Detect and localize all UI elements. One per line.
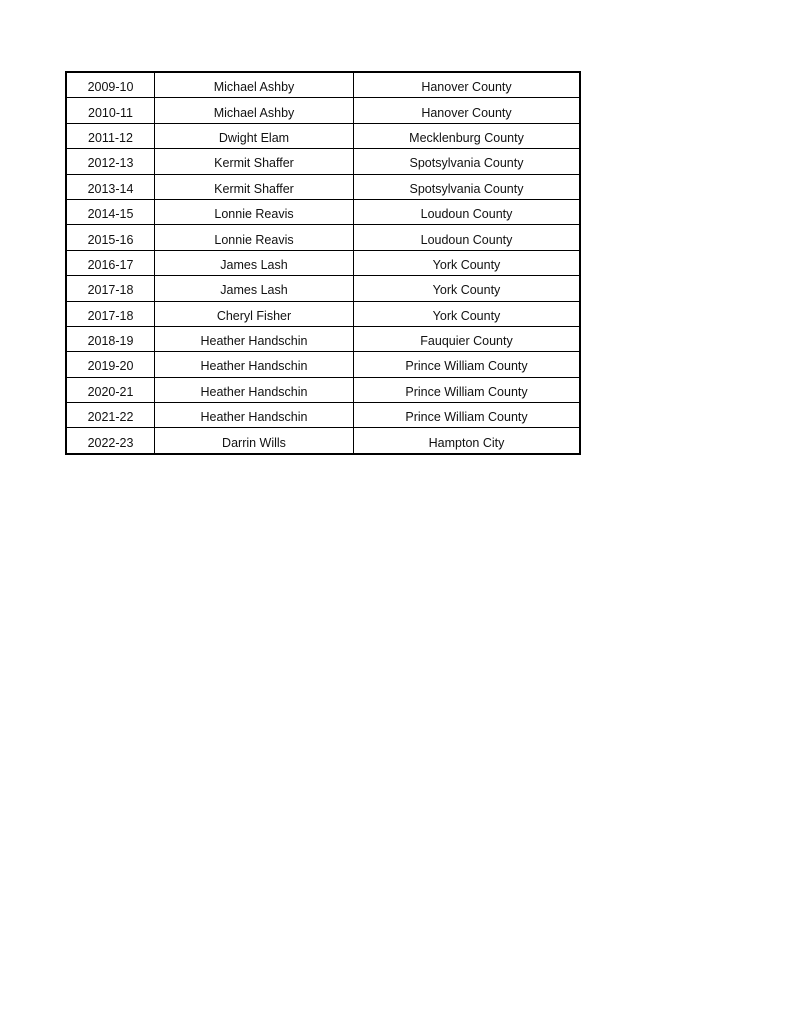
table-row [66,98,580,123]
division-cell [354,403,581,428]
table-row [66,199,580,224]
name-text: Lonnie Reavis [214,207,294,222]
records-table-body [66,72,580,454]
name-cell [155,149,354,174]
division-cell [354,174,581,199]
year-text: 2017-18 [87,283,134,298]
table-row [66,72,580,98]
name-text: Lonnie Reavis [214,232,294,247]
year-cell [66,174,155,199]
year-text: 2019-20 [87,359,134,374]
name-text: James Lash [220,283,288,298]
name-cell [155,276,354,301]
name-cell [155,225,354,250]
year-cell [66,377,155,402]
table-row [66,225,580,250]
division-text: Spotsylvania County [409,181,524,196]
year-text: 2018-19 [87,334,134,349]
year-text: 2011-12 [88,130,133,145]
name-text: Darrin Wills [222,435,286,450]
year-text: 2015-16 [87,232,134,247]
name-text: Michael Ashby [213,105,295,120]
name-text: Heather Handschin [200,334,308,349]
division-text: York County [432,283,501,298]
table-row [66,250,580,275]
year-cell [66,72,155,98]
division-cell [354,301,581,326]
name-text: Cheryl Fisher [216,308,292,323]
name-cell [155,98,354,123]
year-cell [66,98,155,123]
table-row [66,149,580,174]
name-cell [155,403,354,428]
year-cell [66,301,155,326]
year-text: 2021-22 [87,410,134,425]
division-cell [354,428,581,454]
table-row [66,301,580,326]
table-row [66,123,580,148]
division-text: Spotsylvania County [409,156,524,171]
division-text: Prince William County [405,359,528,374]
name-cell [155,174,354,199]
name-text: Kermit Shaffer [214,181,294,196]
division-text: Fauquier County [420,334,513,349]
division-text: Hanover County [421,80,512,95]
year-text: 2014-15 [87,207,134,222]
division-text: Hanover County [421,105,512,120]
year-cell [66,326,155,351]
division-cell [354,123,581,148]
year-cell [66,276,155,301]
year-text: 2013-14 [87,181,134,196]
division-text: York County [432,257,501,272]
division-cell [354,149,581,174]
name-text: Kermit Shaffer [214,156,294,171]
division-cell [354,276,581,301]
division-text: Loudoun County [420,232,513,247]
name-text: Heather Handschin [200,359,308,374]
division-cell [354,199,581,224]
year-cell [66,225,155,250]
table-row [66,326,580,351]
year-cell [66,149,155,174]
table-row [66,428,580,454]
year-cell [66,403,155,428]
table-row [66,377,580,402]
name-cell [155,352,354,377]
name-text: Dwight Elam [218,130,290,145]
name-cell [155,250,354,275]
division-text: Loudoun County [420,207,513,222]
year-text: 2012-13 [87,156,134,171]
division-text: Prince William County [405,384,528,399]
name-cell [155,326,354,351]
division-cell [354,352,581,377]
table-row [66,352,580,377]
year-text: 2010-11 [88,105,133,120]
year-cell [66,428,155,454]
year-cell [66,199,155,224]
name-text: Michael Ashby [213,80,295,95]
table-row [66,276,580,301]
year-cell [66,123,155,148]
year-text: 2016-17 [87,257,134,272]
division-cell [354,98,581,123]
year-text: 2022-23 [87,435,134,450]
name-cell [155,301,354,326]
records-table [65,71,581,455]
name-cell [155,123,354,148]
name-cell [155,377,354,402]
division-cell [354,377,581,402]
division-cell [354,72,581,98]
division-text: Prince William County [405,410,528,425]
division-text: Mecklenburg County [409,130,524,145]
name-cell [155,428,354,454]
division-text: York County [432,308,501,323]
name-text: Heather Handschin [200,410,308,425]
division-cell [354,326,581,351]
division-cell [354,225,581,250]
name-text: James Lash [220,257,288,272]
name-text: Heather Handschin [200,384,308,399]
division-cell [354,250,581,275]
year-text: 2009-10 [87,80,134,95]
division-text: Hampton City [428,435,505,450]
table-row [66,403,580,428]
year-text: 2017-18 [87,308,134,323]
year-cell [66,352,155,377]
year-cell [66,250,155,275]
table-row [66,174,580,199]
name-cell [155,199,354,224]
year-text: 2020-21 [87,384,134,399]
name-cell [155,72,354,98]
